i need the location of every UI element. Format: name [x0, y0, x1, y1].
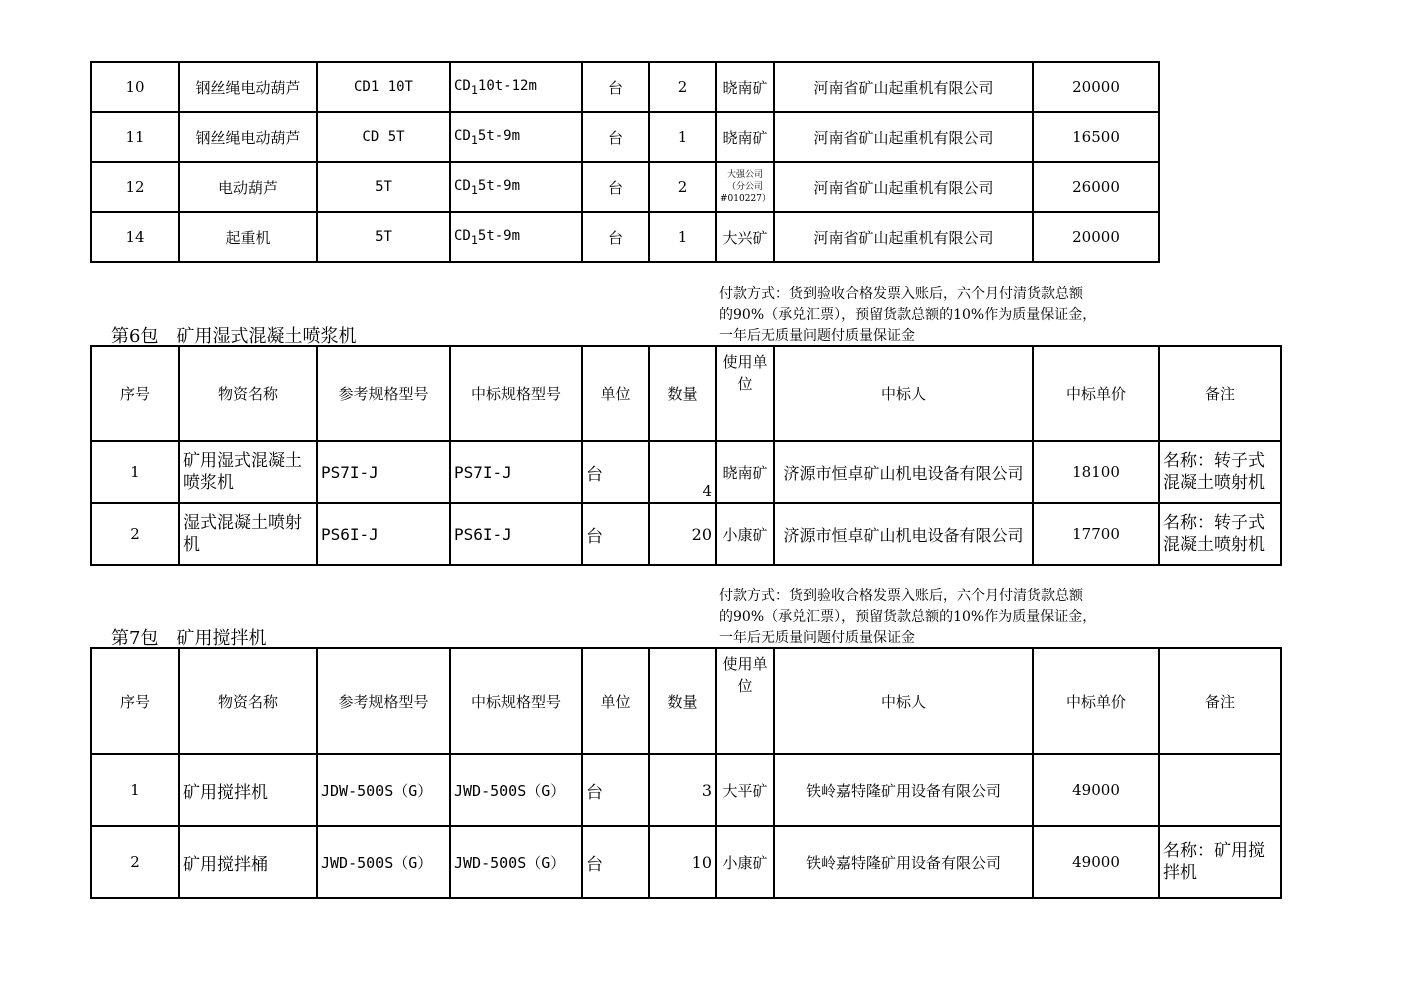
reference-spec: PS7I-J [317, 441, 450, 503]
price-cell: 17700 [1033, 503, 1159, 565]
row-number: 1 [91, 754, 179, 826]
winner-cell: 河南省矿山起重机有限公司 [774, 112, 1033, 162]
material-name: 矿用湿式混凝土喷浆机 [179, 441, 317, 503]
package7-title: 第7包 矿用搅拌机 [111, 628, 267, 649]
winner-cell: 河南省矿山起重机有限公司 [774, 162, 1033, 212]
note-cell: 名称：矿用搅拌机 [1159, 826, 1281, 898]
unit-cell: 台 [582, 441, 649, 503]
row-number: 1 [91, 441, 179, 503]
payment-line: 的90%（承兑汇票），预留货款总额的10%作为质量保证金， [719, 609, 1097, 625]
header-no: 序号 [91, 648, 179, 754]
quantity-cell: 1 [649, 112, 716, 162]
user-unit-cell: 小康矿 [716, 826, 774, 898]
user-unit-cell: 晓南矿 [716, 441, 774, 503]
header-user: 使用单位 [716, 346, 774, 441]
payment-line: 一年后无质量问题付质量保证金 [719, 328, 915, 344]
price-cell: 49000 [1033, 754, 1159, 826]
header-ref-spec: 参考规格型号 [317, 648, 450, 754]
user-unit-cell: 晓南矿 [716, 62, 774, 112]
table-row [91, 162, 1159, 212]
material-name: 矿用搅拌机 [179, 754, 317, 826]
unit-cell: 台 [582, 212, 649, 262]
reference-spec: 5T [317, 162, 450, 212]
quantity-cell: 1 [649, 212, 716, 262]
header-unit: 单位 [582, 648, 649, 754]
table-row [91, 503, 1281, 565]
winning-spec: $CD_15t-9m$ [450, 162, 582, 212]
material-name: 电动葫芦 [179, 162, 317, 212]
reference-spec: CD1 10T [317, 62, 450, 112]
reference-spec: JWD-500S（G） [317, 826, 450, 898]
reference-spec: 5T [317, 212, 450, 262]
user-unit-line: （分公司 [726, 182, 763, 192]
quantity-cell: 2 [649, 162, 716, 212]
price-cell: 49000 [1033, 826, 1159, 898]
table-row [91, 826, 1281, 898]
reference-spec: PS6I-J [317, 503, 450, 565]
price-cell: 16500 [1033, 112, 1159, 162]
header-qty: 数量 [649, 346, 716, 441]
top-equipment-table [90, 61, 1160, 263]
winning-spec: $CD_15t-9m$ [450, 212, 582, 262]
material-name: 起重机 [179, 212, 317, 262]
payment-line: 的90%（承兑汇票），预留货款总额的10%作为质量保证金， [719, 307, 1097, 323]
header-note: 备注 [1159, 648, 1281, 754]
package7-payment-terms [719, 586, 1169, 649]
unit-cell: 台 [582, 62, 649, 112]
quantity-cell: 10 [649, 826, 716, 898]
note-cell: 名称：转子式混凝土喷射机 [1159, 503, 1281, 565]
winning-spec: JWD-500S（G） [450, 826, 582, 898]
user-unit-cell [716, 162, 774, 212]
winner-cell: 河南省矿山起重机有限公司 [774, 62, 1033, 112]
table-row [91, 62, 1159, 112]
winner-cell: 济源市恒卓矿山机电设备有限公司 [774, 441, 1033, 503]
winning-spec: $CD_15t-9m$ [450, 112, 582, 162]
price-cell: 20000 [1033, 212, 1159, 262]
header-price: 中标单价 [1033, 648, 1159, 754]
reference-spec: CD 5T [317, 112, 450, 162]
price-cell: 18100 [1033, 441, 1159, 503]
unit-cell: 台 [582, 162, 649, 212]
row-number: 2 [91, 503, 179, 565]
row-number: 12 [91, 162, 179, 212]
material-name: 湿式混凝土喷射机 [179, 503, 317, 565]
header-winner: 中标人 [774, 648, 1033, 754]
price-cell: 20000 [1033, 62, 1159, 112]
quantity-cell: 3 [649, 754, 716, 826]
header-name: 物资名称 [179, 648, 317, 754]
user-unit-cell: 大兴矿 [716, 212, 774, 262]
note-cell [1159, 754, 1281, 826]
row-number: 14 [91, 212, 179, 262]
table-header-row [91, 346, 1281, 441]
header-no: 序号 [91, 346, 179, 441]
winner-cell: 济源市恒卓矿山机电设备有限公司 [774, 503, 1033, 565]
row-number: 2 [91, 826, 179, 898]
note-cell: 名称：转子式混凝土喷射机 [1159, 441, 1281, 503]
price-cell: 26000 [1033, 162, 1159, 212]
header-winner: 中标人 [774, 346, 1033, 441]
header-user: 使用单位 [716, 648, 774, 754]
user-unit-cell: 大平矿 [716, 754, 774, 826]
row-number: 11 [91, 112, 179, 162]
winner-cell: 铁岭嘉特隆矿用设备有限公司 [774, 754, 1033, 826]
user-unit-cell: 晓南矿 [716, 112, 774, 162]
unit-cell: 台 [582, 754, 649, 826]
user-unit-line: 大强公司 [726, 170, 763, 180]
header-name: 物资名称 [179, 346, 317, 441]
package6-title: 第6包 矿用湿式混凝土喷浆机 [111, 326, 357, 347]
winning-spec: $CD_110t-12m$ [450, 62, 582, 112]
header-win-spec: 中标规格型号 [450, 648, 582, 754]
quantity-cell: 4 [649, 441, 716, 503]
header-unit: 单位 [582, 346, 649, 441]
material-name: 矿用搅拌桶 [179, 826, 317, 898]
payment-line: 付款方式：货到验收合格发票入账后，六个月付清货款总额 [719, 286, 1083, 302]
row-number: 10 [91, 62, 179, 112]
table-row [91, 212, 1159, 262]
unit-cell: 台 [582, 826, 649, 898]
quantity-cell: 20 [649, 503, 716, 565]
package6-table [90, 345, 1282, 566]
winning-spec: JWD-500S（G） [450, 754, 582, 826]
user-unit-line: #010227） [720, 194, 771, 204]
payment-line: 一年后无质量问题付质量保证金 [719, 630, 915, 646]
payment-line: 付款方式：货到验收合格发票入账后，六个月付清货款总额 [719, 588, 1083, 604]
winner-cell: 铁岭嘉特隆矿用设备有限公司 [774, 826, 1033, 898]
winning-spec: PS7I-J [450, 441, 582, 503]
table-row [91, 441, 1281, 503]
header-ref-spec: 参考规格型号 [317, 346, 450, 441]
header-note: 备注 [1159, 346, 1281, 441]
reference-spec: JDW-500S（G） [317, 754, 450, 826]
header-qty: 数量 [649, 648, 716, 754]
table-row [91, 754, 1281, 826]
quantity-cell: 2 [649, 62, 716, 112]
package6-payment-terms [719, 284, 1169, 347]
material-name: 钢丝绳电动葫芦 [179, 112, 317, 162]
table-row [91, 112, 1159, 162]
package7-table [90, 647, 1282, 899]
unit-cell: 台 [582, 112, 649, 162]
winner-cell: 河南省矿山起重机有限公司 [774, 212, 1033, 262]
user-unit-cell: 小康矿 [716, 503, 774, 565]
unit-cell: 台 [582, 503, 649, 565]
material-name: 钢丝绳电动葫芦 [179, 62, 317, 112]
header-win-spec: 中标规格型号 [450, 346, 582, 441]
table-header-row [91, 648, 1281, 754]
header-price: 中标单价 [1033, 346, 1159, 441]
winning-spec: PS6I-J [450, 503, 582, 565]
